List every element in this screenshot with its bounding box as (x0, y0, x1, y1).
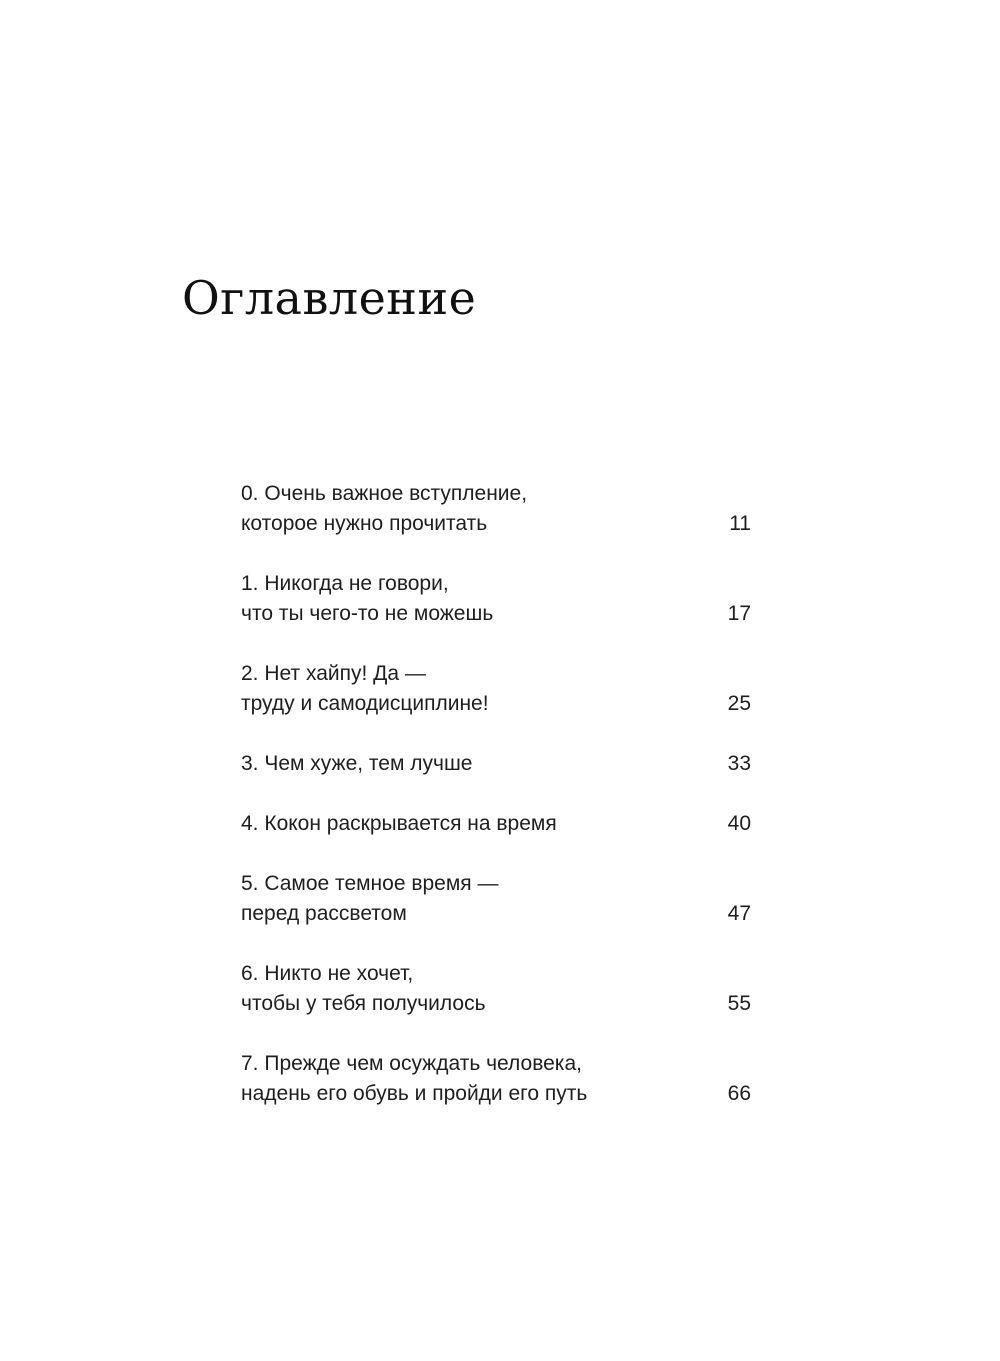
toc-entry-title-line: что ты чего-то не можешь (241, 602, 494, 625)
toc-entry-4[interactable] (241, 809, 756, 839)
table-of-contents (241, 479, 756, 1139)
toc-entry-title-line: чтобы у тебя получилось (241, 992, 486, 1015)
toc-page-number: 25 (727, 692, 751, 715)
toc-page-number: 66 (727, 1082, 751, 1105)
toc-entry-6[interactable] (241, 959, 756, 1019)
toc-entry-title-line: 7. Прежде чем осуждать человека, (241, 1052, 582, 1075)
toc-page-number: 55 (727, 992, 751, 1015)
toc-entry-5[interactable] (241, 869, 756, 929)
toc-entry-title-line: надень его обувь и пройди его путь (241, 1082, 588, 1105)
toc-entry-title-line: 3. Чем хуже, тем лучше (241, 752, 473, 775)
toc-page-number: 40 (727, 812, 751, 835)
toc-entry-1[interactable] (241, 569, 756, 629)
toc-entry-3[interactable] (241, 749, 756, 779)
toc-page-number: 47 (727, 902, 751, 925)
toc-page-number: 33 (727, 752, 751, 775)
toc-entry-title-line: перед рассветом (241, 902, 407, 925)
toc-entry-7[interactable] (241, 1049, 756, 1109)
toc-entry-title-line: 5. Самое темное время — (241, 872, 499, 895)
toc-entry-title-line: труду и самодисциплине! (241, 692, 489, 715)
toc-page-number: 11 (729, 512, 751, 535)
toc-entry-0[interactable] (241, 479, 756, 539)
toc-entry-title-line: 1. Никогда не говори, (241, 572, 449, 595)
toc-entry-title-line: которое нужно прочитать (241, 512, 488, 535)
toc-entry-2[interactable] (241, 659, 756, 719)
toc-entry-title-line: 2. Нет хайпу! Да — (241, 662, 426, 685)
toc-entry-title-line: 0. Очень важное вступление, (241, 482, 528, 505)
page-title: Оглавление (182, 271, 477, 325)
toc-entry-title-line: 4. Кокон раскрывается на время (241, 812, 557, 835)
toc-page-number: 17 (727, 602, 751, 625)
toc-entry-title-line: 6. Никто не хочет, (241, 962, 414, 985)
